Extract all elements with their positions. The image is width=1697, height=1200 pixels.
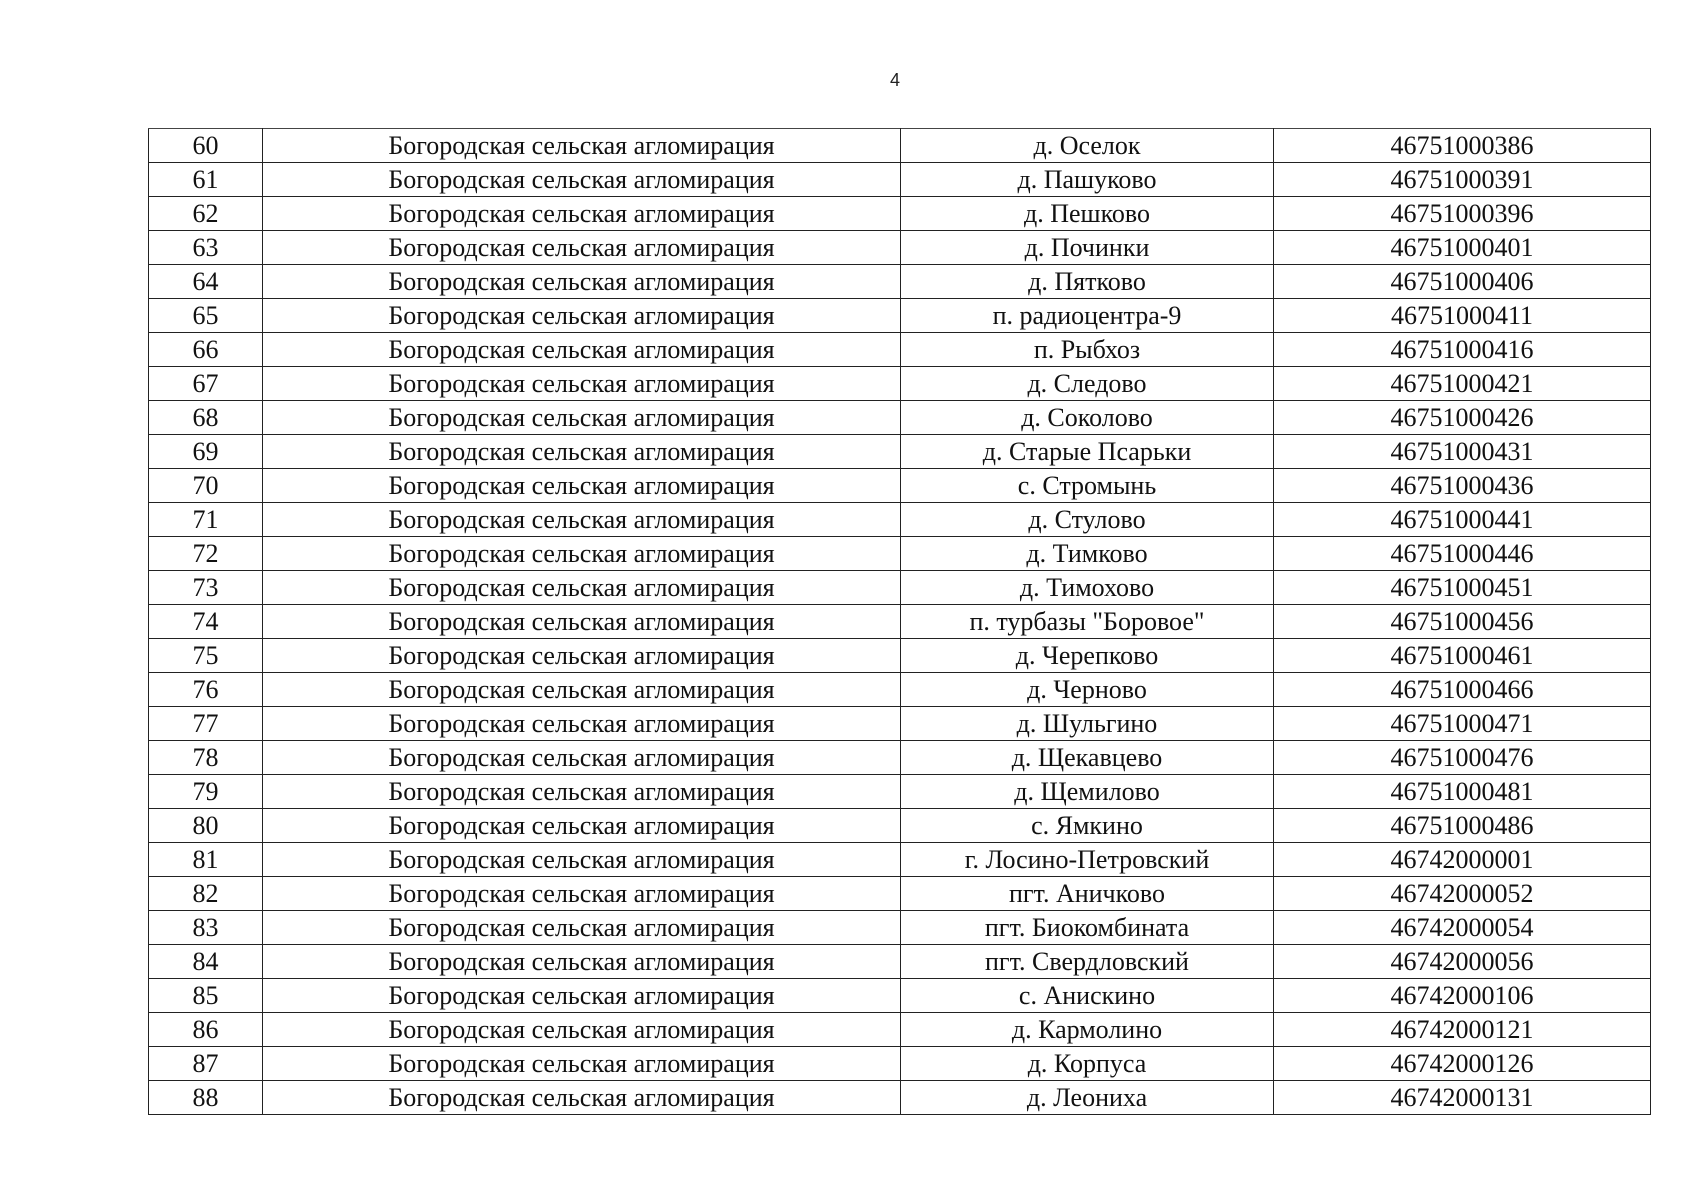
settlement-cell: д. Пешково: [901, 197, 1274, 231]
oktmo-code-cell: 46742000001: [1274, 843, 1651, 877]
table-row: [149, 231, 1651, 265]
oktmo-code-cell: 46751000471: [1274, 707, 1651, 741]
table-row: [149, 265, 1651, 299]
settlement-cell: с. Ямкино: [901, 809, 1274, 843]
agglomeration-cell: Богородская сельская агломирация: [263, 979, 901, 1013]
agglomeration-cell: Богородская сельская агломирация: [263, 1013, 901, 1047]
settlement-cell: д. Пашуково: [901, 163, 1274, 197]
row-number-cell: 81: [149, 843, 263, 877]
settlement-cell: д. Шульгино: [901, 707, 1274, 741]
settlement-cell: д. Тимохово: [901, 571, 1274, 605]
oktmo-code-cell: 46751000481: [1274, 775, 1651, 809]
table-row: [149, 367, 1651, 401]
agglomeration-cell: Богородская сельская агломирация: [263, 1081, 901, 1115]
table-row: [149, 129, 1651, 163]
table-row: [149, 911, 1651, 945]
oktmo-code-cell: 46751000486: [1274, 809, 1651, 843]
oktmo-code-cell: 46751000456: [1274, 605, 1651, 639]
agglomeration-cell: Богородская сельская агломирация: [263, 1047, 901, 1081]
table-row: [149, 469, 1651, 503]
settlement-cell: д. Пятково: [901, 265, 1274, 299]
row-number-cell: 78: [149, 741, 263, 775]
row-number-cell: 68: [149, 401, 263, 435]
oktmo-code-cell: 46751000416: [1274, 333, 1651, 367]
agglomeration-cell: Богородская сельская агломирация: [263, 877, 901, 911]
oktmo-code-cell: 46742000052: [1274, 877, 1651, 911]
settlement-cell: п. Рыбхоз: [901, 333, 1274, 367]
page-number: 4: [889, 70, 900, 90]
row-number-cell: 84: [149, 945, 263, 979]
settlement-cell: с. Стромынь: [901, 469, 1274, 503]
row-number-cell: 71: [149, 503, 263, 537]
table-row: [149, 1047, 1651, 1081]
row-number-cell: 66: [149, 333, 263, 367]
settlement-cell: г. Лосино-Петровский: [901, 843, 1274, 877]
agglomeration-cell: Богородская сельская агломирация: [263, 163, 901, 197]
table-row: [149, 299, 1651, 333]
agglomeration-cell: Богородская сельская агломирация: [263, 197, 901, 231]
row-number-cell: 60: [149, 129, 263, 163]
agglomeration-cell: Богородская сельская агломирация: [263, 537, 901, 571]
row-number-cell: 79: [149, 775, 263, 809]
table-row: [149, 571, 1651, 605]
table-row: [149, 639, 1651, 673]
oktmo-code-cell: 46742000106: [1274, 979, 1651, 1013]
table-row: [149, 673, 1651, 707]
agglomeration-cell: Богородская сельская агломирация: [263, 673, 901, 707]
table-body: [149, 129, 1651, 1115]
agglomeration-cell: Богородская сельская агломирация: [263, 775, 901, 809]
row-number-cell: 80: [149, 809, 263, 843]
table-row: [149, 809, 1651, 843]
agglomeration-cell: Богородская сельская агломирация: [263, 571, 901, 605]
table-row: [149, 741, 1651, 775]
settlement-cell: д. Тимково: [901, 537, 1274, 571]
oktmo-code-cell: 46751000391: [1274, 163, 1651, 197]
agglomeration-cell: Богородская сельская агломирация: [263, 605, 901, 639]
table-row: [149, 503, 1651, 537]
row-number-cell: 83: [149, 911, 263, 945]
oktmo-code-cell: 46751000441: [1274, 503, 1651, 537]
agglomeration-cell: Богородская сельская агломирация: [263, 129, 901, 163]
row-number-cell: 70: [149, 469, 263, 503]
row-number-cell: 73: [149, 571, 263, 605]
agglomeration-cell: Богородская сельская агломирация: [263, 843, 901, 877]
oktmo-code-cell: 46751000396: [1274, 197, 1651, 231]
oktmo-code-cell: 46751000401: [1274, 231, 1651, 265]
row-number-cell: 82: [149, 877, 263, 911]
agglomeration-cell: Богородская сельская агломирация: [263, 265, 901, 299]
agglomeration-cell: Богородская сельская агломирация: [263, 469, 901, 503]
table-row: [149, 435, 1651, 469]
table-row: [149, 163, 1651, 197]
table-row: [149, 979, 1651, 1013]
table-row: [149, 945, 1651, 979]
agglomeration-cell: Богородская сельская агломирация: [263, 503, 901, 537]
settlement-cell: д. Щемилово: [901, 775, 1274, 809]
agglomeration-cell: Богородская сельская агломирация: [263, 231, 901, 265]
oktmo-code-cell: 46751000466: [1274, 673, 1651, 707]
agglomeration-cell: Богородская сельская агломирация: [263, 401, 901, 435]
oktmo-code-cell: 46751000431: [1274, 435, 1651, 469]
row-number-cell: 87: [149, 1047, 263, 1081]
oktmo-code-cell: 46742000056: [1274, 945, 1651, 979]
row-number-cell: 85: [149, 979, 263, 1013]
table-row: [149, 333, 1651, 367]
row-number-cell: 64: [149, 265, 263, 299]
agglomeration-cell: Богородская сельская агломирация: [263, 435, 901, 469]
row-number-cell: 72: [149, 537, 263, 571]
settlement-cell: д. Кармолино: [901, 1013, 1274, 1047]
table-row: [149, 843, 1651, 877]
table-row: [149, 1081, 1651, 1115]
table-row: [149, 197, 1651, 231]
agglomeration-cell: Богородская сельская агломирация: [263, 367, 901, 401]
settlement-cell: д. Соколово: [901, 401, 1274, 435]
settlement-cell: д. Починки: [901, 231, 1274, 265]
settlement-cell: д. Черново: [901, 673, 1274, 707]
settlement-cell: д. Следово: [901, 367, 1274, 401]
row-number-cell: 61: [149, 163, 263, 197]
oktmo-code-cell: 46751000426: [1274, 401, 1651, 435]
oktmo-code-cell: 46751000461: [1274, 639, 1651, 673]
table-row: [149, 877, 1651, 911]
oktmo-code-cell: 46751000446: [1274, 537, 1651, 571]
row-number-cell: 76: [149, 673, 263, 707]
settlement-cell: д. Щекавцево: [901, 741, 1274, 775]
oktmo-code-cell: 46751000411: [1274, 299, 1651, 333]
agglomeration-cell: Богородская сельская агломирация: [263, 639, 901, 673]
table-row: [149, 1013, 1651, 1047]
row-number-cell: 63: [149, 231, 263, 265]
row-number-cell: 74: [149, 605, 263, 639]
agglomeration-cell: Богородская сельская агломирация: [263, 299, 901, 333]
table-row: [149, 605, 1651, 639]
agglomeration-cell: Богородская сельская агломирация: [263, 945, 901, 979]
settlement-cell: пгт. Свердловский: [901, 945, 1274, 979]
oktmo-code-cell: 46751000476: [1274, 741, 1651, 775]
settlement-cell: д. Черепково: [901, 639, 1274, 673]
row-number-cell: 65: [149, 299, 263, 333]
row-number-cell: 77: [149, 707, 263, 741]
row-number-cell: 67: [149, 367, 263, 401]
settlement-cell: д. Корпуса: [901, 1047, 1274, 1081]
oktmo-code-cell: 46742000126: [1274, 1047, 1651, 1081]
settlement-cell: д. Оселок: [901, 129, 1274, 163]
settlement-cell: д. Леониха: [901, 1081, 1274, 1115]
settlement-cell: д. Старые Псарьки: [901, 435, 1274, 469]
oktmo-code-cell: 46742000131: [1274, 1081, 1651, 1115]
oktmo-code-cell: 46751000421: [1274, 367, 1651, 401]
settlement-cell: пгт. Биокомбината: [901, 911, 1274, 945]
table-row: [149, 775, 1651, 809]
table-row: [149, 401, 1651, 435]
oktmo-code-cell: 46751000386: [1274, 129, 1651, 163]
settlement-cell: пгт. Аничково: [901, 877, 1274, 911]
row-number-cell: 69: [149, 435, 263, 469]
oktmo-code-cell: 46742000121: [1274, 1013, 1651, 1047]
settlements-table: [148, 128, 1651, 1115]
oktmo-code-cell: 46751000406: [1274, 265, 1651, 299]
settlement-cell: п. турбазы "Боровое": [901, 605, 1274, 639]
row-number-cell: 88: [149, 1081, 263, 1115]
settlement-cell: п. радиоцентра-9: [901, 299, 1274, 333]
agglomeration-cell: Богородская сельская агломирация: [263, 333, 901, 367]
settlement-cell: д. Стулово: [901, 503, 1274, 537]
agglomeration-cell: Богородская сельская агломирация: [263, 911, 901, 945]
row-number-cell: 75: [149, 639, 263, 673]
oktmo-code-cell: 46751000436: [1274, 469, 1651, 503]
oktmo-code-cell: 46751000451: [1274, 571, 1651, 605]
agglomeration-cell: Богородская сельская агломирация: [263, 809, 901, 843]
oktmo-code-cell: 46742000054: [1274, 911, 1651, 945]
agglomeration-cell: Богородская сельская агломирация: [263, 707, 901, 741]
row-number-cell: 86: [149, 1013, 263, 1047]
settlement-cell: с. Анискино: [901, 979, 1274, 1013]
row-number-cell: 62: [149, 197, 263, 231]
agglomeration-cell: Богородская сельская агломирация: [263, 741, 901, 775]
table-row: [149, 707, 1651, 741]
table-row: [149, 537, 1651, 571]
